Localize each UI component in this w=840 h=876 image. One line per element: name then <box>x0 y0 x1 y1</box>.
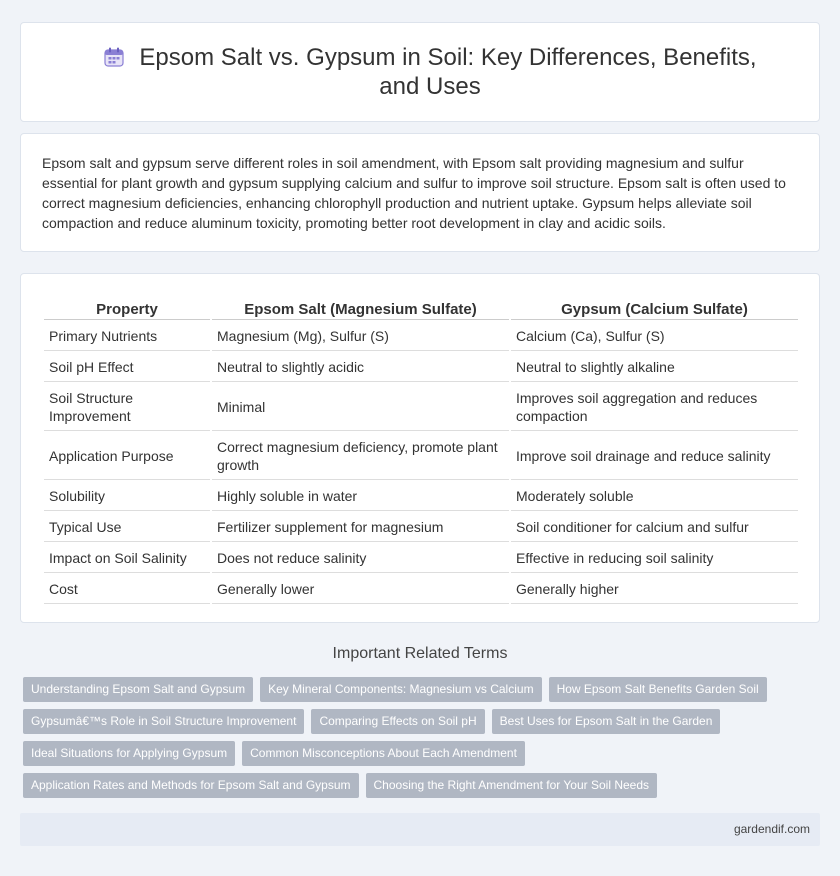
table-row <box>44 482 798 511</box>
related-term-link[interactable]: Ideal Situations for Applying Gypsum <box>23 741 235 766</box>
table-cell: Solubility <box>44 482 210 511</box>
intro-card <box>20 133 820 252</box>
table-row <box>44 322 798 351</box>
table-cell: Correct magnesium deficiency, promote plant growth <box>212 433 509 480</box>
column-header-epsom-salt: Epsom Salt (Magnesium Sulfate) <box>212 296 509 320</box>
related-term-link[interactable]: Common Misconceptions About Each Amendment <box>242 741 525 766</box>
table-cell: Neutral to slightly acidic <box>212 353 509 382</box>
related-term-link[interactable]: Key Mineral Components: Magnesium vs Calcium <box>260 677 541 702</box>
related-term-link[interactable]: Understanding Epsom Salt and Gypsum <box>23 677 253 702</box>
page-title-text: Epsom Salt vs. Gypsum in Soil: Key Differences, Benefits, and Uses <box>139 44 757 100</box>
related-term-link[interactable]: How Epsom Salt Benefits Garden Soil <box>549 677 767 702</box>
page-title <box>81 43 779 101</box>
title-card <box>20 22 820 122</box>
table-cell: Minimal <box>212 384 509 431</box>
table-cell: Improve soil drainage and reduce salinity <box>511 433 798 480</box>
intro-paragraph: Epsom salt and gypsum serve different roles in soil amendment, with Epsom salt providing magnesium and sulfur essential for plant growth and gypsum supplying calcium and sulfur to improve soil structure. Epsom salt is often used to correct magnesium deficiencies, enhancing chlorophyll production and nutrient uptake. Gypsum helps alleviate soil compaction and reduce aluminum toxicity, promoting better root development in clay and acidic soils. <box>42 155 786 231</box>
table-cell: Highly soluble in water <box>212 482 509 511</box>
related-term-link[interactable]: Comparing Effects on Soil pH <box>311 709 484 734</box>
table-row <box>44 353 798 382</box>
table-cell: Magnesium (Mg), Sulfur (S) <box>212 322 509 351</box>
table-cell: Soil pH Effect <box>44 353 210 382</box>
column-header-gypsum: Gypsum (Calcium Sulfate) <box>511 296 798 320</box>
related-terms-list <box>23 677 783 805</box>
table-cell: Improves soil aggregation and reduces compaction <box>511 384 798 431</box>
column-header-property: Property <box>44 296 210 320</box>
table-row <box>44 384 798 431</box>
table-cell: Application Purpose <box>44 433 210 480</box>
table-cell: Impact on Soil Salinity <box>44 544 210 573</box>
calendar-icon <box>103 46 125 68</box>
table-row <box>44 575 798 604</box>
comparison-table-card <box>20 273 820 623</box>
footer <box>20 813 820 846</box>
table-cell: Generally higher <box>511 575 798 604</box>
comparison-table <box>42 294 800 606</box>
table-cell: Generally lower <box>212 575 509 604</box>
table-cell: Primary Nutrients <box>44 322 210 351</box>
table-header-row <box>44 296 798 320</box>
related-term-link[interactable]: Application Rates and Methods for Epsom Salt and Gypsum <box>23 773 359 798</box>
table-row <box>44 513 798 542</box>
table-cell: Does not reduce salinity <box>212 544 509 573</box>
table-cell: Neutral to slightly alkaline <box>511 353 798 382</box>
table-cell: Cost <box>44 575 210 604</box>
footer-site-link[interactable]: gardendif.com <box>733 822 810 836</box>
related-term-link[interactable]: Choosing the Right Amendment for Your Soil Needs <box>366 773 658 798</box>
related-term-link[interactable]: Gypsumâ€™s Role in Soil Structure Improvement <box>23 709 304 734</box>
table-cell: Typical Use <box>44 513 210 542</box>
table-row <box>44 544 798 573</box>
table-cell: Effective in reducing soil salinity <box>511 544 798 573</box>
table-cell: Moderately soluble <box>511 482 798 511</box>
table-cell: Soil conditioner for calcium and sulfur <box>511 513 798 542</box>
table-cell: Fertilizer supplement for magnesium <box>212 513 509 542</box>
related-terms-heading: Important Related Terms <box>332 645 508 662</box>
table-cell: Calcium (Ca), Sulfur (S) <box>511 322 798 351</box>
related-term-link[interactable]: Best Uses for Epsom Salt in the Garden <box>492 709 721 734</box>
table-row <box>44 433 798 480</box>
table-cell: Soil Structure Improvement <box>44 384 210 431</box>
